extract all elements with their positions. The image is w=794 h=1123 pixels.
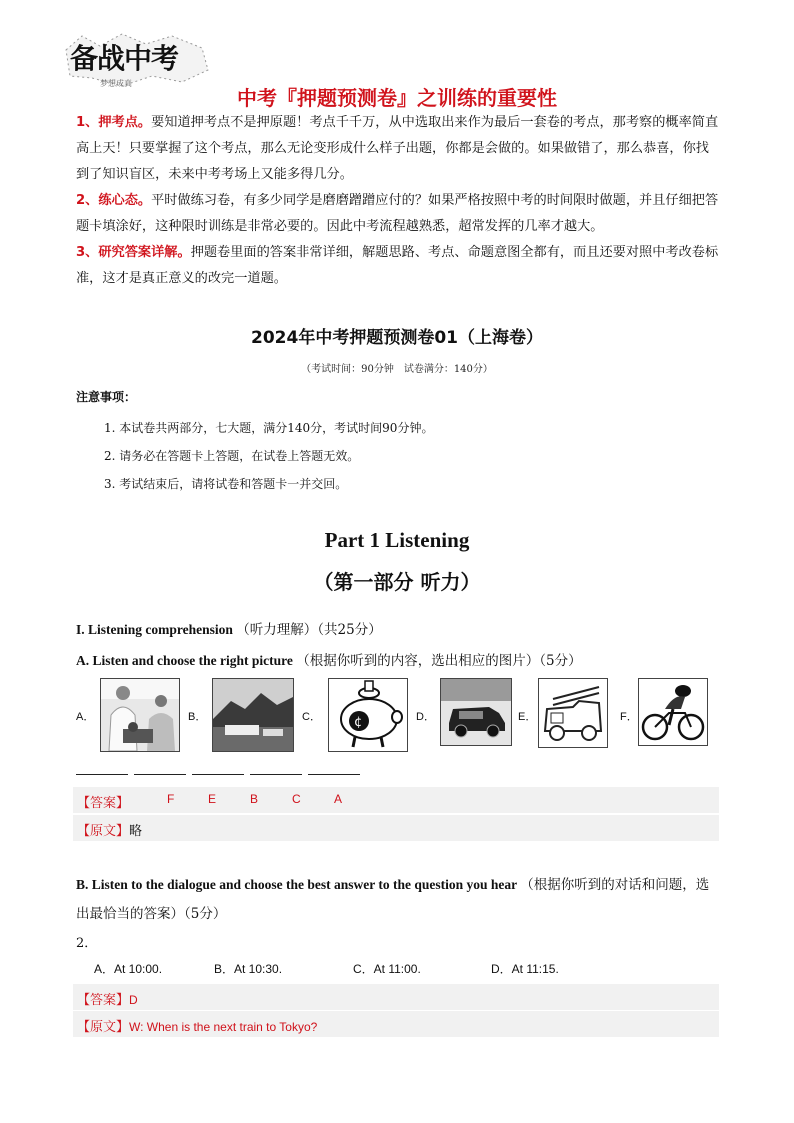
- notice-heading: 注意事项：: [76, 390, 137, 404]
- doctor-patient-photo-icon[interactable]: [100, 678, 180, 752]
- picture-label-e: E．: [518, 711, 537, 723]
- answer-letter: E: [208, 792, 217, 806]
- picture-label-f: F．: [620, 711, 638, 723]
- jeep-car-photo-icon[interactable]: [440, 678, 512, 746]
- answer-bar: [73, 984, 719, 1010]
- part-title: Part 1 Listening: [324, 528, 470, 552]
- answer-letter: C: [292, 792, 301, 806]
- answer-blank[interactable]: [250, 774, 302, 775]
- picture-label-d: D．: [416, 711, 435, 723]
- option-b[interactable]: B．At 10:30.: [214, 962, 283, 976]
- picture-options: [76, 678, 716, 758]
- option-c[interactable]: C．At 11:00.: [353, 962, 421, 976]
- option-d[interactable]: D．At 11:15.: [491, 962, 559, 976]
- source-text: W: When is the next train to Tokyo?: [129, 1020, 318, 1034]
- answer-letter: A: [334, 792, 343, 806]
- picture-label-b: B．: [188, 711, 207, 723]
- answer-blank[interactable]: [134, 774, 186, 775]
- answer-label: 【答案】: [77, 993, 130, 1008]
- fire-truck-icon[interactable]: [538, 678, 608, 748]
- logo-text: 备战中考: [70, 42, 179, 75]
- exam-title: 2024年中考押题预测卷01（上海卷）: [251, 328, 543, 348]
- logo-tagline: 梦想成真: [100, 79, 132, 88]
- intro-paragraph-2: 2、练心态。平时做练习卷，有多少同学是磨磨蹭蹭应付的？如果严格按照中考的时间限时做题，并且仔细把答题卡填涂好，这种限时训练是非常必要的。因此中考流程越熟悉，超常发挥的几率才越大。: [76, 193, 719, 234]
- part-subtitle: （第一部分 听力）: [313, 570, 481, 594]
- picture-label-c: C．: [302, 711, 321, 723]
- option-a[interactable]: A．At 10:00.: [94, 962, 163, 976]
- answer-blank[interactable]: [76, 774, 128, 775]
- svg-text:¢: ¢: [354, 715, 363, 730]
- answer-value: D: [129, 993, 138, 1007]
- notice-item: 2. 请务必在答题卡上答题，在试卷上答题无效。: [104, 449, 360, 463]
- intro-paragraph-1: 1、押考点。要知道押考点不是押原题！考点千千万，从中选取出来作为最后一套卷的考点，那考察的概率简直高上天！只要掌握了这个考点，那么无论变形成什么样子出题，你都是会做的。如果做错了，那么恭喜，你找到了知识盲区，未来中考考场上又能多得几分。: [76, 115, 719, 182]
- source-bar: [73, 815, 719, 841]
- answer-blank[interactable]: [308, 774, 360, 775]
- section-1b-heading: B. Listen to the dialogue and choose the best answer to the question you hear （根据你听到的对话和问题，选出最恰当的答案）（5分）: [76, 877, 710, 922]
- source-text: 略: [129, 824, 143, 839]
- cyclist-icon[interactable]: [638, 678, 708, 746]
- source-bar: [73, 1011, 719, 1037]
- answer-letter: F: [167, 792, 175, 806]
- answer-label: 【答案】: [77, 796, 130, 811]
- answer-blank[interactable]: [192, 774, 244, 775]
- question-number: 2．: [76, 936, 98, 951]
- answer-bar: [73, 787, 719, 813]
- answer-letter: B: [250, 792, 259, 806]
- mountain-landscape-photo-icon[interactable]: [212, 678, 294, 752]
- source-label: 【原文】: [77, 1020, 130, 1035]
- intro-paragraph-3: 3、研究答案详解。押题卷里面的答案非常详细，解题思路、考点、命题意图全都有，而且还要对照中考改卷标准，这才是真正意义的改完一道题。: [76, 245, 719, 286]
- piggy-bank-icon[interactable]: [328, 678, 408, 752]
- notice-item: 3. 考试结束后，请将试卷和答题卡一并交回。: [104, 477, 348, 491]
- section-1a-heading: A. Listen and choose the right picture （根据你听到的内容，选出相应的图片）（5分）: [76, 653, 582, 669]
- notice-list: [104, 414, 433, 498]
- picture-label-a: A．: [76, 711, 95, 723]
- source-label: 【原文】: [77, 824, 130, 839]
- intro-section: [76, 110, 721, 292]
- exam-subtitle: （考试时间：90分钟 试卷满分：140分）: [301, 364, 493, 375]
- banner-title: 中考『押题预测卷』之训练的重要性: [237, 86, 557, 110]
- notice-item: 1. 本试卷共两部分，七大题，满分140分，考试时间90分钟。: [104, 421, 434, 435]
- section-1-heading: I. Listening comprehension （听力理解）（共25分）: [76, 622, 382, 638]
